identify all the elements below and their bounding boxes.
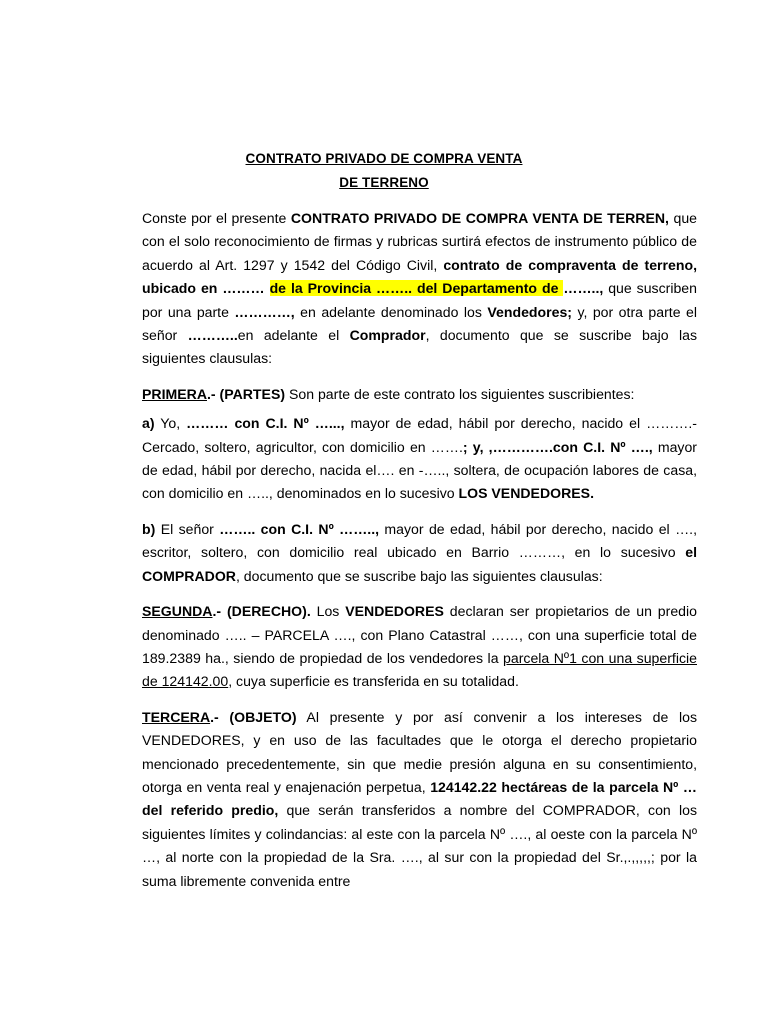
text-run-bold: …….. con C.I. Nº ……..,	[219, 520, 380, 537]
text-run: mayor de edad, hábil por derecho, nacida el…. en -….., soltera, de ocupación labores de casa, con domicilio en ….., denominados en lo sucesivo	[142, 438, 697, 502]
document-title-line2: DE TERRENO	[339, 175, 429, 190]
clause-label: TERCERA	[142, 708, 211, 725]
clause-primera-a	[142, 412, 697, 506]
text-run: declaran ser propietarios de un predio denominado ….. – PARCELA …., con Plano Catastral ……, con una superficie total de 189.2389 ha., siendo de propiedad de los vendedores la	[142, 603, 697, 666]
clause-label: SEGUNDA	[142, 603, 213, 620]
text-run-bold: Comprador	[349, 327, 426, 344]
text-run-bold: el COMPRADOR	[142, 544, 697, 584]
text-run: que suscriben por una parte	[142, 280, 697, 320]
text-run: mayor de edad, hábil por derecho, nacido el …., escritor, soltero, con domicilio real ubicado en Barrio ………, en lo sucesivo	[142, 520, 697, 561]
text-run: , documento que se suscribe bajo las siguientes clausulas:	[235, 567, 603, 584]
highlighted-text: de la Provincia …….. del Departamento de	[269, 280, 564, 297]
underlined-text: parcela Nº1 con una superficie de 124142.00	[142, 649, 697, 690]
item-label: b)	[142, 520, 156, 537]
clause-heading: .- (DERECHO).	[212, 603, 311, 620]
text-run: Son parte de este contrato los siguientes suscribientes:	[285, 385, 635, 402]
clause-tercera	[142, 706, 697, 893]
text-run-bold: ……..,	[563, 280, 604, 297]
text-run-bold: LOS VENDEDORES.	[458, 485, 594, 502]
text-run-bold: …………,	[234, 303, 295, 320]
text-run: Los	[310, 603, 346, 620]
clause-segunda	[142, 600, 697, 694]
text-run-bold: CONTRATO PRIVADO DE COMPRA VENTA DE TERREN,	[290, 210, 669, 226]
intro-paragraph	[142, 207, 697, 371]
clause-primera-b	[142, 518, 697, 588]
text-run: , cuya superficie es transferida en su totalidad.	[228, 673, 519, 690]
text-run: y, por otra parte el señor	[142, 303, 697, 344]
text-run-bold: 124142.22 hectáreas de la parcela Nº …del referido predio,	[142, 778, 697, 819]
text-run: El señor	[155, 520, 220, 537]
text-run: que con el solo reconocimiento de firmas y rubricas surtirá efectos de instrumento público de acuerdo al Art. 1297 y 1542 del Código Civil,	[142, 210, 697, 273]
text-run-bold: contrato de compraventa de terreno, ubicado en ………	[142, 256, 698, 297]
text-run: Al presente y por así convenir a los intereses de los VENDEDORES, y en uso de las facultades que le otorga el derecho propietario mencionado precedentemente, sin que medie presión alguna en su consentimiento, otorga en venta real y enajenación perpetua,	[142, 708, 697, 795]
text-run-bold: VENDEDORES	[345, 603, 444, 620]
text-run-bold: ………..	[187, 327, 238, 344]
clause-primera	[142, 383, 697, 406]
document-body	[142, 207, 697, 905]
text-run: mayor de edad, hábil por derecho, nacido el ……….- Cercado, soltero, agricultor, con domicilio en …….	[142, 415, 698, 455]
text-run: Yo,	[154, 415, 187, 432]
text-run: , documento que se suscribe bajo las siguientes clausulas:	[142, 327, 698, 367]
text-run: que serán transferidos a nombre del COMPRADOR, con los siguientes límites y colindancias: al este con la parcela Nº …., al oeste con la parcela Nº …, al norte con la propiedad de la Sra. …., al sur con la propiedad del Sr.,.,,,,,; por la suma libremente convenida entre	[142, 802, 697, 889]
text-run-bold: Vendedores;	[487, 303, 572, 320]
clause-heading: .- (OBJETO)	[210, 708, 297, 725]
text-run: en adelante el	[237, 327, 350, 344]
text-run-bold: ; y, ,………….con C.I. Nº ….,	[462, 438, 653, 455]
document-title-line1: CONTRATO PRIVADO DE COMPRA VENTA	[245, 151, 523, 166]
text-run: en adelante denominado los	[294, 303, 488, 320]
clause-heading: .- (PARTES)	[207, 385, 286, 402]
clause-label: PRIMERA	[142, 385, 207, 402]
text-run: Conste por el presente	[142, 210, 291, 226]
item-label: a)	[142, 415, 155, 432]
text-run-bold: ……… con C.I. Nº …...,	[186, 415, 345, 432]
